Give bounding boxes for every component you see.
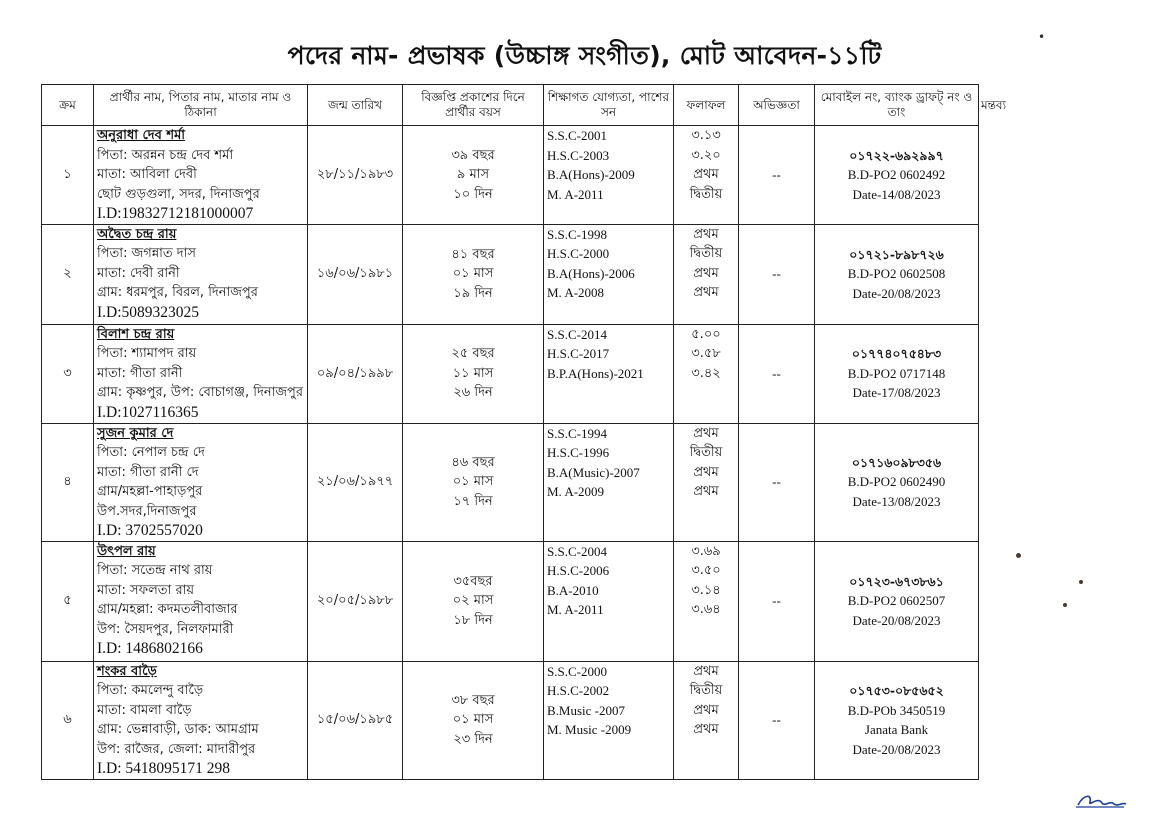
education-cell	[544, 126, 674, 225]
age-part: ৪৬ বছর	[451, 454, 495, 470]
draft-info: Date-20/08/2023	[852, 741, 941, 757]
national-id: I.D:1027116365	[97, 403, 199, 421]
page-title: পদের নাম- প্রভাষক (উচ্চাঙ্গ সংগীত), মোট আবেদন-১১টি	[287, 41, 882, 70]
education-item: B.A(Hons)-2006	[547, 265, 635, 281]
result-item: প্রথম	[693, 425, 719, 441]
age-part: ১৭ দিন	[453, 493, 493, 509]
mobile-number: ০১৭২১-৮৯৮৭২৬	[849, 246, 944, 262]
father-name: পিতা: অরন্নন চন্দ্র দেব শর্মা	[97, 147, 234, 163]
result-item: ৩.১৩	[691, 128, 721, 143]
result-item: ৩.৫০	[691, 563, 721, 578]
result-item: ৩.৬৯	[691, 543, 721, 559]
draft-info: Date-17/08/2023	[852, 385, 941, 401]
education-item: B.P.A(Hons)-2021	[547, 365, 644, 381]
draft-info: B.D-POb 3450519	[847, 702, 946, 718]
serial-cell: ৩	[42, 324, 94, 423]
education-item: S.S.C-1994	[547, 425, 607, 441]
draft-info: B.D-PO2 0602508	[847, 266, 946, 282]
result-item: প্রথম	[693, 702, 719, 718]
experience-cell: --	[739, 224, 815, 324]
address-line: গ্রাম: ভেন্নাবাড়ী, ডাক: আমগ্রাম	[97, 722, 259, 737]
age-part: ১৯ দিন	[453, 285, 493, 301]
father-name: পিতা: কমলেন্দু বাড়ৈ	[97, 683, 204, 698]
result-item: দ্বিতীয়	[689, 246, 723, 261]
header-mobile: মোবাইল নং, ব্যাংক ড্রাফট্ নং ও তাং	[815, 85, 979, 126]
result-cell	[674, 224, 739, 324]
dob-cell: ২১/০৬/১৯৭৭	[308, 423, 403, 541]
result-item: প্রথম	[693, 167, 719, 182]
applicant-name: অনুরাধা দেব শর্মা	[97, 128, 186, 143]
address-line: গ্রাম/মহল্লা: কদমতলীবাজার	[97, 602, 238, 617]
father-name: পিতা: নেপাল চন্দ্র দে	[97, 445, 205, 460]
result-item: ৩.৪২	[691, 365, 721, 381]
serial-cell: ৫	[42, 541, 94, 661]
education-item: B.A-2010	[547, 582, 599, 598]
experience-cell: --	[739, 423, 815, 541]
dob-cell: ১৬/০৬/১৯৮১	[308, 224, 403, 324]
applicant-info-cell	[94, 126, 308, 225]
age-part: ৩৫বছর	[453, 573, 493, 589]
header-dob: জন্ম তারিখ	[308, 85, 403, 126]
education-cell	[544, 224, 674, 324]
result-cell	[674, 661, 739, 779]
age-part: ৪১ বছর	[451, 246, 495, 262]
age-part: ২৫ বছর	[451, 346, 495, 362]
education-item: M. A-2008	[547, 285, 605, 300]
national-id: I.D: 3702557020	[97, 522, 203, 539]
applicant-info-cell	[94, 324, 308, 423]
age-cell	[403, 224, 544, 324]
result-item: প্রথম	[693, 484, 719, 499]
address-line: উপ: রাজৈর, জেলা: মাদারীপুর	[97, 741, 256, 757]
experience-cell: --	[739, 126, 815, 225]
draft-info: Janata Bank	[864, 722, 929, 737]
result-item: প্রথম	[693, 722, 719, 737]
applicants-table	[41, 84, 1007, 780]
serial-cell: ২	[42, 224, 94, 324]
age-cell	[403, 423, 544, 541]
education-item: M. A-2011	[547, 186, 604, 202]
draft-info: B.D-PO2 0602507	[847, 593, 946, 609]
address-line: গ্রাম: কৃষ্ণপুর, উপ: বোচাগঞ্জ, দিনাজপুর	[97, 385, 303, 400]
education-item: H.S.C-2000	[547, 246, 610, 261]
experience-cell: --	[739, 661, 815, 779]
result-item: ৩.২০	[691, 147, 721, 163]
education-item: M. A-2011	[547, 602, 604, 617]
age-part: ৩৮ বছর	[451, 692, 495, 708]
result-item: দ্বিতীয়	[689, 445, 723, 460]
table-body	[42, 126, 979, 780]
age-part: ১০ দিন	[453, 186, 493, 202]
age-part: ০১ মাস	[452, 474, 494, 490]
serial-cell: ৬	[42, 661, 94, 779]
dob-cell: ২৮/১১/১৯৮৩	[308, 126, 403, 225]
experience-cell: --	[739, 324, 815, 423]
table-row	[42, 224, 979, 324]
result-item: প্রথম	[693, 663, 719, 679]
education-item: H.S.C-1996	[547, 445, 610, 460]
mobile-draft-cell	[815, 423, 979, 541]
mobile-draft-cell	[815, 126, 979, 225]
draft-info: Date-20/08/2023	[852, 285, 941, 301]
address-line: গ্রাম: ধরমপুর, বিরল, দিনাজপুর	[97, 285, 258, 300]
ink-dot	[1016, 553, 1021, 558]
mobile-number: ০১৭১৬০৯৮৩৫৬	[851, 454, 942, 470]
applicant-info-cell	[94, 423, 308, 541]
education-cell	[544, 324, 674, 423]
age-part: ০২ মাস	[452, 593, 494, 609]
header-result: ফলাফল	[674, 85, 739, 126]
address-line: উপ: সৈয়দপুর, নিলফামারী	[97, 621, 234, 637]
age-part: ৯ মাস	[456, 167, 490, 182]
experience-cell: --	[739, 541, 815, 661]
age-cell	[403, 541, 544, 661]
result-cell	[674, 324, 739, 423]
age-part: ১১ মাস	[452, 365, 494, 381]
education-item: S.S.C-2000	[547, 663, 607, 679]
national-id: I.D: 1486802166	[97, 640, 203, 657]
draft-info: Date-14/08/2023	[852, 186, 941, 202]
applicant-name: শংকর বাড়ৈ	[97, 663, 157, 679]
draft-info: B.D-PO2 0602490	[847, 474, 946, 490]
education-item: M. A-2009	[547, 484, 605, 499]
dob-cell: ০৯/০৪/১৯৯৮	[308, 324, 403, 423]
education-item: S.S.C-1998	[547, 226, 607, 242]
education-item: B.A(Music)-2007	[547, 464, 640, 480]
result-item: প্রথম	[693, 464, 719, 480]
result-item: প্রথম	[693, 226, 719, 242]
national-id: I.D:5089323025	[97, 303, 200, 321]
header-education: শিক্ষাগত যোগ্যতা, পাশের সন	[544, 85, 674, 126]
mother-name: মাতা: দেবী রানী	[97, 265, 180, 281]
serial-cell: ১	[42, 126, 94, 225]
result-item: ৩.৫৮	[691, 346, 721, 361]
age-part: ০১ মাস	[452, 712, 494, 728]
draft-info: Date-20/08/2023	[852, 612, 941, 628]
education-item: M. Music -2009	[547, 722, 632, 737]
age-part: ৩৯ বছর	[451, 147, 495, 163]
education-item: H.S.C-2006	[547, 563, 610, 578]
education-cell	[544, 423, 674, 541]
mobile-draft-cell	[815, 324, 979, 423]
result-item: প্রথম	[693, 285, 719, 300]
age-part: ২৩ দিন	[453, 731, 493, 747]
mother-name: মাতা: গীতা রানী দে	[97, 464, 199, 480]
table-row	[42, 661, 979, 779]
dob-cell: ১৫/০৬/১৯৮৫	[308, 661, 403, 779]
table-row	[42, 324, 979, 423]
result-item: ৩.১৪	[691, 582, 721, 598]
header-name: প্রার্থীর নাম, পিতার নাম, মাতার নাম ও ঠিকানা	[94, 85, 308, 126]
signature	[1074, 792, 1130, 810]
mobile-number: ০১৭৫৩-০৮৫৬৫২	[849, 683, 944, 698]
applicant-info-cell	[94, 541, 308, 661]
education-cell	[544, 661, 674, 779]
draft-info: B.D-PO2 0602492	[847, 167, 946, 182]
education-item: H.S.C-2003	[547, 147, 610, 163]
age-part: ২৬ দিন	[453, 385, 493, 401]
result-cell	[674, 126, 739, 225]
mobile-draft-cell	[815, 541, 979, 661]
address-line: গ্রাম/মহল্লা-পাহাড়পুর	[97, 484, 203, 499]
education-cell	[544, 541, 674, 661]
applicant-info-cell	[94, 224, 308, 324]
serial-cell: ৪	[42, 423, 94, 541]
ink-dot	[1079, 580, 1083, 584]
table-row	[42, 541, 979, 661]
mother-name: মাতা: সফলতা রায়	[97, 582, 195, 598]
corner-mark: •	[1038, 30, 1046, 44]
age-part: ০১ মাস	[452, 266, 494, 282]
applicant-name: সুজন কুমার দে	[97, 425, 174, 441]
ink-dot	[1063, 603, 1067, 607]
result-item: ৫.০০	[691, 326, 721, 342]
education-item: H.S.C-2017	[547, 346, 610, 361]
age-part: ১৮ দিন	[453, 612, 493, 628]
national-id: I.D: 5418095171 298	[97, 760, 231, 777]
address-line: উপ.সদর,দিনাজপুর	[97, 503, 197, 519]
mother-name: মাতা: গীতা রানী	[97, 365, 183, 381]
education-item: H.S.C-2002	[547, 683, 610, 698]
mobile-draft-cell	[815, 224, 979, 324]
applicant-name: উৎপল রায়	[97, 543, 156, 559]
mobile-number: ০১৭৭৪০৭৫৪৮৩	[851, 346, 942, 362]
national-id: I.D:19832712181000007	[97, 205, 254, 222]
mobile-draft-cell	[815, 661, 979, 779]
table-row	[42, 423, 979, 541]
education-item: B.A(Hons)-2009	[547, 167, 635, 182]
mobile-number: ০১৭২৩-৬৭৩৮৬১	[849, 573, 944, 589]
applicant-info-cell	[94, 661, 308, 779]
father-name: পিতা: শ্যামাপদ রায়	[97, 346, 197, 361]
result-item: প্রথম	[693, 265, 719, 281]
header-experience: অভিজ্ঞতা	[739, 85, 815, 126]
result-item: দ্বিতীয়	[689, 683, 723, 698]
table-row	[42, 126, 979, 225]
education-item: S.S.C-2014	[547, 326, 607, 342]
result-item: ৩.৬৪	[691, 602, 721, 617]
dob-cell: ২০/০৫/১৯৮৮	[308, 541, 403, 661]
mobile-number: ০১৭২২-৬৯২৯৯৭	[849, 147, 944, 163]
header-age: বিজ্ঞপ্তি প্রকাশের দিনে প্রার্থীর বয়স	[403, 85, 544, 126]
father-name: পিতা: সতেন্দ্র নাথ রায়	[97, 563, 213, 578]
age-cell	[403, 126, 544, 225]
mother-name: মাতা: আবিলা দেবী	[97, 167, 197, 182]
result-item: দ্বিতীয়	[689, 186, 723, 202]
header-serial: ক্রম	[42, 85, 94, 126]
age-cell	[403, 324, 544, 423]
draft-info: B.D-PO2 0717148	[847, 365, 946, 381]
education-item: B.Music -2007	[547, 702, 625, 718]
mother-name: মাতা: বামলা বাড়ৈ	[97, 702, 192, 718]
education-item: S.S.C-2004	[547, 543, 607, 559]
result-cell	[674, 423, 739, 541]
address-line: ছোট গুড়গুলা, সদর, দিনাজপুর	[97, 186, 260, 202]
draft-info: Date-13/08/2023	[852, 493, 941, 509]
header-row: ক্রম প্রার্থীর নাম, পিতার নাম, মাতার নাম ও ঠিকানা জন্ম তারিখ বিজ্ঞপ্তি প্রকাশের দিনে প্রার্থীর বয়স শিক্ষাগত যোগ্যতা, পাশের সন ফলাফল অভিজ্ঞতা মোবাইল নং, ব্যাংক ড্রাফট্ নং ও তাং মন্তব্য	[42, 85, 979, 126]
age-cell	[403, 661, 544, 779]
applicant-name: অদ্বৈত চন্দ্র রায়	[97, 226, 177, 242]
result-cell	[674, 541, 739, 661]
father-name: পিতা: জগন্নাত দাস	[97, 246, 196, 261]
applicant-name: বিলাশ চন্দ্র রায়	[97, 326, 175, 342]
education-item: S.S.C-2001	[547, 128, 607, 143]
